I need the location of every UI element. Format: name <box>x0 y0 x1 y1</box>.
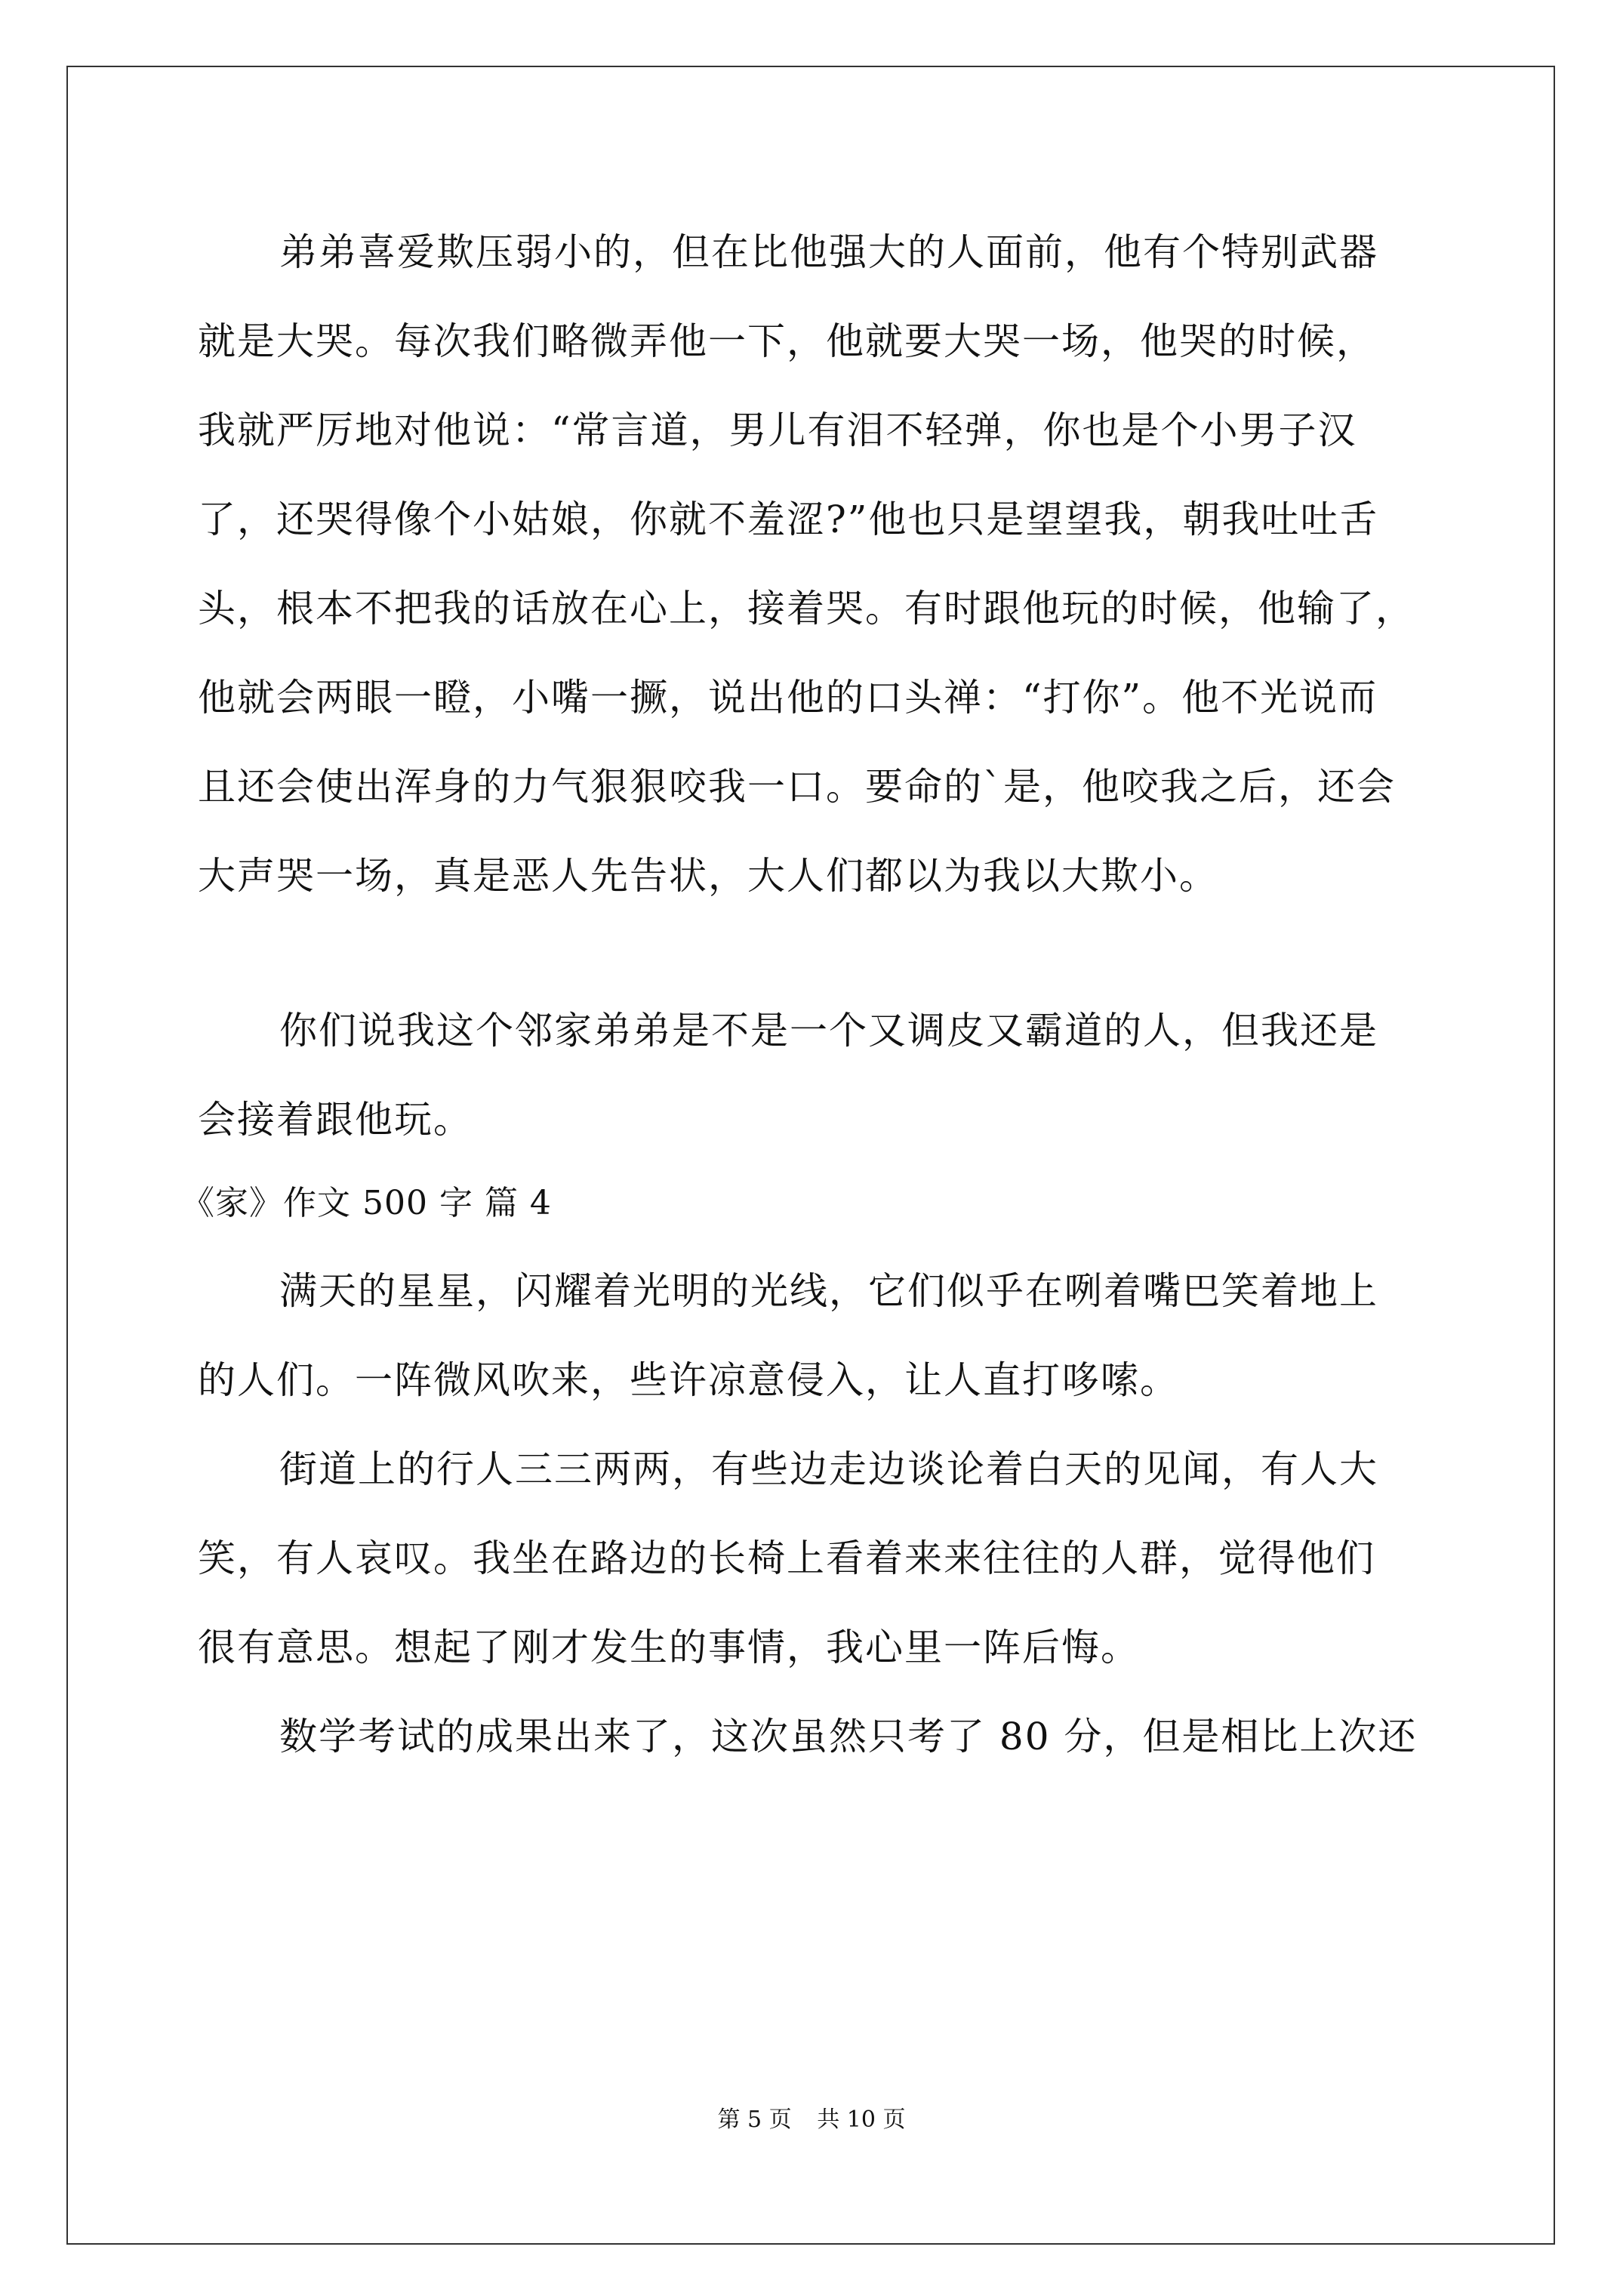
paragraph-line: 你们说我这个邻家弟弟是不是一个又调皮又霸道的人，但我还是 <box>279 1009 1378 1052</box>
paragraph-line: 就是大哭。每次我们略微弄他一下，他就要大哭一场，他哭的时候， <box>198 319 1375 363</box>
paragraph-line: 的人们。一阵微风吹来，些许凉意侵入，让人直打哆嗦。 <box>198 1358 1179 1402</box>
paragraph-line: 街道上的行人三三两两，有些边走边谈论着白天的见闻，有人大 <box>279 1447 1378 1491</box>
paragraph-line: 笑，有人哀叹。我坐在路边的长椅上看着来来往往的人群，觉得他们 <box>198 1536 1375 1580</box>
paragraph-line: 很有意思。想起了刚才发生的事情，我心里一阵后悔。 <box>198 1626 1140 1669</box>
page-number: 第 5 页 <box>717 2106 792 2133</box>
paragraph-line: 大声哭一场，真是恶人先告状，大人们都以为我以大欺小。 <box>198 854 1218 898</box>
paragraph-line: 满天的星星，闪耀着光明的光线，它们似乎在咧着嘴巴笑着地上 <box>279 1269 1378 1313</box>
paragraph-line: 数学考试的成果出来了，这次虽然只考了 80 分，但是相比上次还 <box>279 1715 1418 1758</box>
page-total: 共 10 页 <box>817 2106 906 2133</box>
paragraph-line: 我就严厉地对他说：“常言道，男儿有泪不轻弹，你也是个小男子汉 <box>198 408 1357 452</box>
paragraph-line: 会接着跟他玩。 <box>198 1098 473 1142</box>
paragraph-line: 了，还哭得像个小姑娘，你就不羞涩?”他也只是望望我，朝我吐吐舌 <box>198 498 1379 541</box>
paragraph-line: 他就会两眼一瞪，小嘴一撅，说出他的口头禅：“打你”。他不光说而 <box>198 676 1378 720</box>
section-heading: 《家》作文 500 字 篇 4 <box>181 1184 552 1222</box>
paragraph-line: 弟弟喜爱欺压弱小的，但在比他强大的人面前，他有个特别武器 <box>279 230 1378 274</box>
page-border <box>66 66 1555 2245</box>
page-footer <box>0 2105 1623 2135</box>
paragraph-line: 头，根本不把我的话放在心上，接着哭。有时跟他玩的时候，他输了， <box>198 587 1415 630</box>
paragraph-line: 且还会使出浑身的力气狠狠咬我一口。要命的`是，他咬我之后，还会 <box>198 765 1396 809</box>
